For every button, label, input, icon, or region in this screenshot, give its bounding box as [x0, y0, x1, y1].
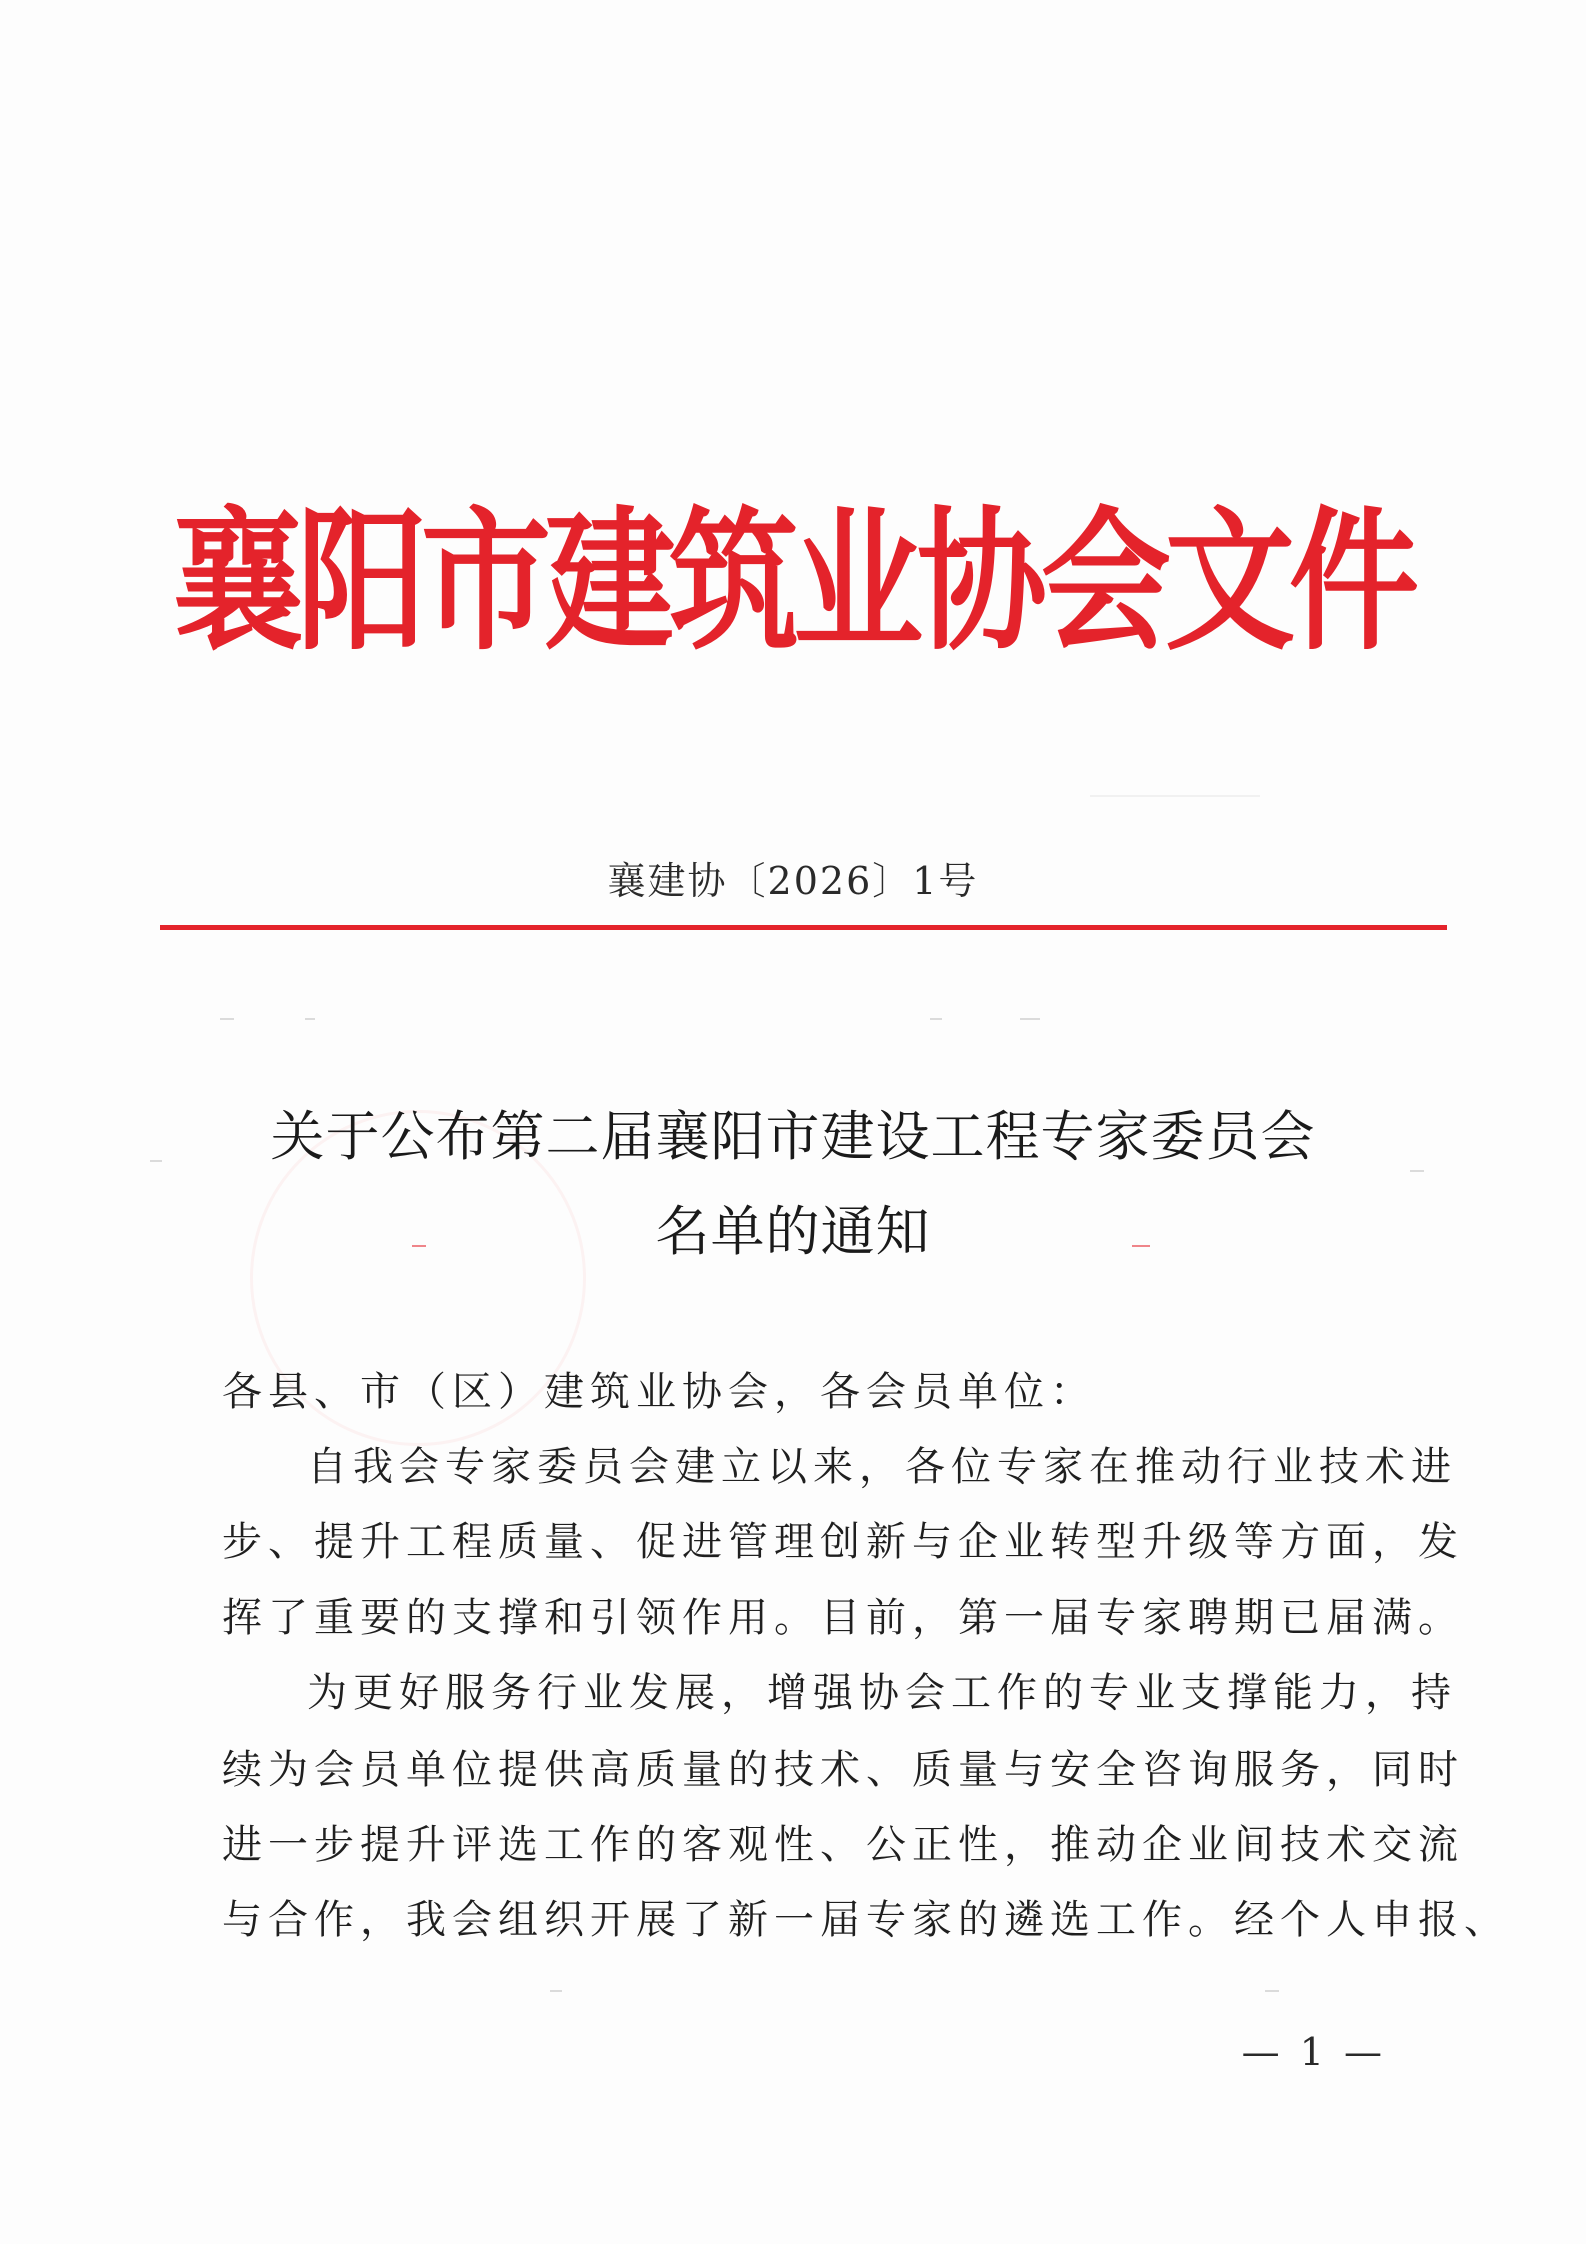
scan-speck [1410, 1170, 1424, 1172]
salutation: 各县、市（区）建筑业协会，各会员单位： [222, 1369, 1096, 1415]
paragraph-2-line-4: 与合作，我会组织开展了新一届专家的遴选工作。经个人申报、 [222, 1897, 1510, 1943]
scan-speck [150, 1160, 162, 1162]
document-header-title: 襄阳市建筑业协会文件 [172, 492, 1413, 672]
notice-title-line-2: 名单的通知 [655, 1200, 931, 1263]
paragraph-1-line-3: 挥了重要的支撑和引领作用。目前，第一届专家聘期已届满。 [222, 1595, 1464, 1641]
scan-speck [1020, 1018, 1040, 1020]
scan-speck [305, 1018, 315, 1020]
red-divider-line [160, 925, 1447, 930]
scan-speck [550, 1990, 562, 1992]
paragraph-2-line-2: 续为会员单位提供高质量的技术、质量与安全咨询服务，同时 [222, 1747, 1464, 1793]
scan-speck [1132, 1245, 1150, 1247]
scan-speck [1090, 795, 1260, 797]
paragraph-2-line-1: 为更好服务行业发展，增强协会工作的专业支撑能力，持 [307, 1670, 1457, 1716]
paragraph-1-line-1: 自我会专家委员会建立以来，各位专家在推动行业技术进 [307, 1444, 1457, 1490]
scan-speck [930, 1018, 942, 1020]
paragraph-2-line-3: 进一步提升评选工作的客观性、公正性，推动企业间技术交流 [222, 1822, 1464, 1868]
scan-speck [1265, 1990, 1279, 1992]
page-number: — 1 — [1241, 2030, 1386, 2074]
document-number: 襄建协〔2026〕1号 [607, 859, 979, 903]
scan-speck [412, 1245, 426, 1247]
notice-title-line-1: 关于公布第二届襄阳市建设工程专家委员会 [270, 1105, 1316, 1168]
paragraph-1-line-2: 步、提升工程质量、促进管理创新与企业转型升级等方面，发 [222, 1519, 1464, 1565]
scan-speck [220, 1018, 234, 1020]
